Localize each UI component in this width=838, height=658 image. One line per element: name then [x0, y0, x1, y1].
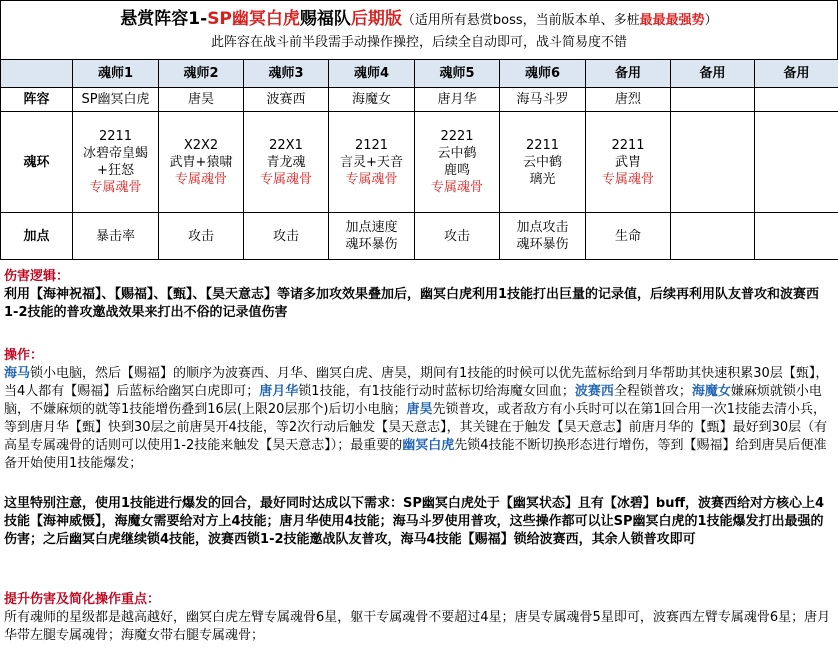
- points-cell: [415, 213, 500, 260]
- points-cell: [755, 213, 838, 260]
- header-cell: 备用: [586, 60, 671, 88]
- ring-cell: [755, 112, 838, 213]
- operation-text: 锁小电脑，然后【赐福】的顺序为波赛西、月华、幽冥白虎、唐昊，期间有1技能的时候可以优先蓝标给到月华帮助其快速积累30层【甄】，当4人都有【赐福】后蓝标给幽冥白虎即可；: [4, 366, 829, 399]
- points-line: 攻击: [187, 228, 214, 244]
- damage-heading: 伤害逻辑：: [4, 269, 70, 284]
- row-label: 魂环: [1, 112, 73, 213]
- points-cell: [244, 213, 329, 260]
- table-header-row: [1, 60, 838, 88]
- ring-line: 鹿鸣: [443, 163, 470, 178]
- lineup-cell: [755, 88, 838, 112]
- page-title: [1, 1, 837, 33]
- header-cell: 备用: [671, 60, 755, 88]
- ring-cell: [244, 112, 329, 213]
- hero-name: 波赛西: [574, 384, 614, 399]
- ring-bone: 专属魂骨: [89, 180, 142, 195]
- points-line: 暴击率: [95, 228, 135, 244]
- operation-text: 锁1技能，有1技能行动时蓝标切给海魔女回血；: [298, 384, 575, 399]
- points-cell: [671, 213, 755, 260]
- ring-cell: [329, 112, 415, 213]
- ring-cell: [159, 112, 244, 213]
- damage-body: 利用【海神祝福】、【赐福】、【甄】、【昊天意志】等诸多加攻效果叠加后，幽冥白虎利用1技能打出巨量的记录值，后续再利用队友普攻和波赛西1-2技能的普攻邀战效果来打出不俗的记录值伤害: [4, 287, 820, 320]
- title-block: [0, 0, 838, 59]
- ring-line: 璃光: [529, 171, 556, 187]
- row-label: 加点: [1, 213, 73, 260]
- ring-bone: 专属魂骨: [601, 171, 654, 187]
- header-cell-corner: [1, 60, 73, 88]
- title-prefix: 悬赏阵容1-: [120, 9, 208, 29]
- notes-area: [0, 255, 838, 658]
- table-row-soul-ring: [1, 112, 838, 213]
- lineup-cell: 海马斗罗: [500, 88, 586, 112]
- ring-bone: 专属魂骨: [259, 171, 312, 187]
- ring-line: 云中鹤: [437, 146, 477, 161]
- points-line: 加点攻击: [516, 220, 569, 235]
- ring-line: 武胄+猿啸: [169, 154, 233, 170]
- tips-heading: 提升伤害及简化操作重点：: [4, 592, 161, 607]
- operation-paragraph: [4, 365, 832, 473]
- tips-section: [4, 591, 832, 645]
- table-row-lineup: [1, 88, 838, 112]
- hero-name: 海魔女: [691, 384, 731, 399]
- ring-cell: [586, 112, 671, 213]
- operation-text: 全程锁普攻；: [613, 384, 692, 399]
- ring-cell: [415, 112, 500, 213]
- ring-cell: [671, 112, 755, 213]
- title-note-close: ）: [704, 13, 718, 28]
- ring-line: 冰碧帝皇蝎: [82, 146, 148, 161]
- ring-code: 2221: [440, 129, 474, 144]
- points-cell: [159, 213, 244, 260]
- lineup-cell: 波赛西: [244, 88, 329, 112]
- title-hero: SP幽冥白虎: [207, 9, 300, 29]
- header-cell: 魂师3: [244, 60, 329, 88]
- title-team: 赐福队: [299, 9, 351, 29]
- ring-line: 云中鹤: [522, 154, 562, 170]
- hero-name: 唐月华: [259, 384, 299, 399]
- hero-name: 海马: [4, 366, 31, 381]
- points-line: 攻击: [443, 228, 470, 244]
- ring-line: 武胄: [614, 154, 641, 170]
- ring-code: 2121: [354, 137, 389, 153]
- lineup-cell: SP幽冥白虎: [73, 88, 159, 112]
- header-cell: 魂师5: [415, 60, 500, 88]
- title-best: 最最最强势: [639, 13, 705, 28]
- burst-note-paragraph: 这里特别注意，使用1技能进行爆发的回合，最好同时达成以下需求：SP幽冥白虎处于【幽冥状态】且有【冰碧】buff，波赛西给对方核心上4技能【海神威慑】，海魔女需要给对方上4技能；唐月华使用4技能；海马斗罗使用普攻，这些操作都可以让SP幽冥白虎的1技能爆发打出最强的伤害；之后幽冥白虎继续锁4技能，波赛西锁1-2技能邀战队友普攻，海马4技能【赐福】锁给波赛西，其余人锁普攻即可: [4, 496, 825, 547]
- ring-line: 言灵+天音: [340, 154, 403, 170]
- ring-bone: 专属魂骨: [345, 171, 398, 187]
- title-note: （适用所有悬赏boss，当前版本单、多桩: [401, 13, 640, 28]
- ring-code: 22X1: [269, 137, 303, 153]
- header-cell: 魂师6: [500, 60, 586, 88]
- points-line: 魂环暴伤: [345, 237, 398, 252]
- lineup-cell: 唐烈: [586, 88, 671, 112]
- ring-code: X2X2: [183, 137, 219, 153]
- ring-cell: [500, 112, 586, 213]
- ring-cell: [73, 112, 159, 213]
- lineup-cell: 海魔女: [329, 88, 415, 112]
- lineup-cell: 唐月华: [415, 88, 500, 112]
- header-cell: 魂师1: [73, 60, 159, 88]
- damage-section: [4, 268, 832, 322]
- tips-body: 所有魂师的星级都是越高越好，幽冥白虎左臂专属魂骨6星，躯干专属魂骨不要超过4星；唐昊专属魂骨5星即可，波赛西左臂专属魂骨6星；唐月华带左腿专属魂骨；海魔女带右腿专属魂骨；: [4, 610, 831, 643]
- ring-code: 2211: [98, 129, 133, 144]
- points-line: 生命: [614, 228, 641, 244]
- ring-line: 青龙魂: [266, 154, 306, 170]
- ring-line: +狂怒: [97, 163, 134, 178]
- points-cell: [586, 213, 671, 260]
- points-cell: [500, 213, 586, 260]
- points-line: 攻击: [272, 228, 299, 244]
- points-line: 加点速度: [345, 220, 398, 235]
- points-line: 魂环暴伤: [516, 237, 569, 252]
- table-row-points: [1, 213, 838, 260]
- ring-bone: 专属魂骨: [430, 180, 483, 195]
- subtitle: 此阵容在战斗前半段需手动操作操控，后续全自动即可，战斗简易度不错: [210, 35, 627, 50]
- ring-code: 2211: [611, 137, 645, 153]
- hero-name: 幽冥白虎: [402, 438, 455, 453]
- operation-text: 先锁4技能不断切换形态进行增伤，等到【赐福】给到唐昊后便准备开始使用1技能爆发；: [4, 438, 827, 471]
- row-label: 阵容: [1, 88, 73, 112]
- ring-bone: 专属魂骨: [174, 171, 227, 187]
- operation-text: 嫌麻烦就锁小电脑，不嫌麻烦的就等1技能增伤叠到16层(上限20层那个)后切小电脑；: [4, 384, 822, 417]
- lineup-table: [0, 59, 838, 260]
- lineup-cell: 唐昊: [159, 88, 244, 112]
- header-cell: 魂师2: [159, 60, 244, 88]
- header-cell: 魂师4: [329, 60, 415, 88]
- hero-name: 唐昊: [406, 402, 433, 417]
- header-cell: 备用: [755, 60, 838, 88]
- points-cell: [329, 213, 415, 260]
- operation-text: 先锁普攻，或者敌方有小兵时可以在第1回合用一次1技能去清小兵，等到唐月华【甄】快到30层之前唐昊开4技能，等2次行动后触发【昊天意志】，其关键在于触发【昊天意志】前唐月华的【甄】最好到30层（有高星专属魂骨的话则可以使用1-2技能来触发【昊天意志】）；最重要的: [4, 402, 828, 453]
- operation-section: [4, 347, 832, 473]
- title-version: 后期版: [350, 9, 402, 29]
- lineup-cell: [671, 88, 755, 112]
- operation-heading: 操作：: [4, 348, 44, 363]
- points-cell: [73, 213, 159, 260]
- ring-code: 2211: [525, 137, 560, 153]
